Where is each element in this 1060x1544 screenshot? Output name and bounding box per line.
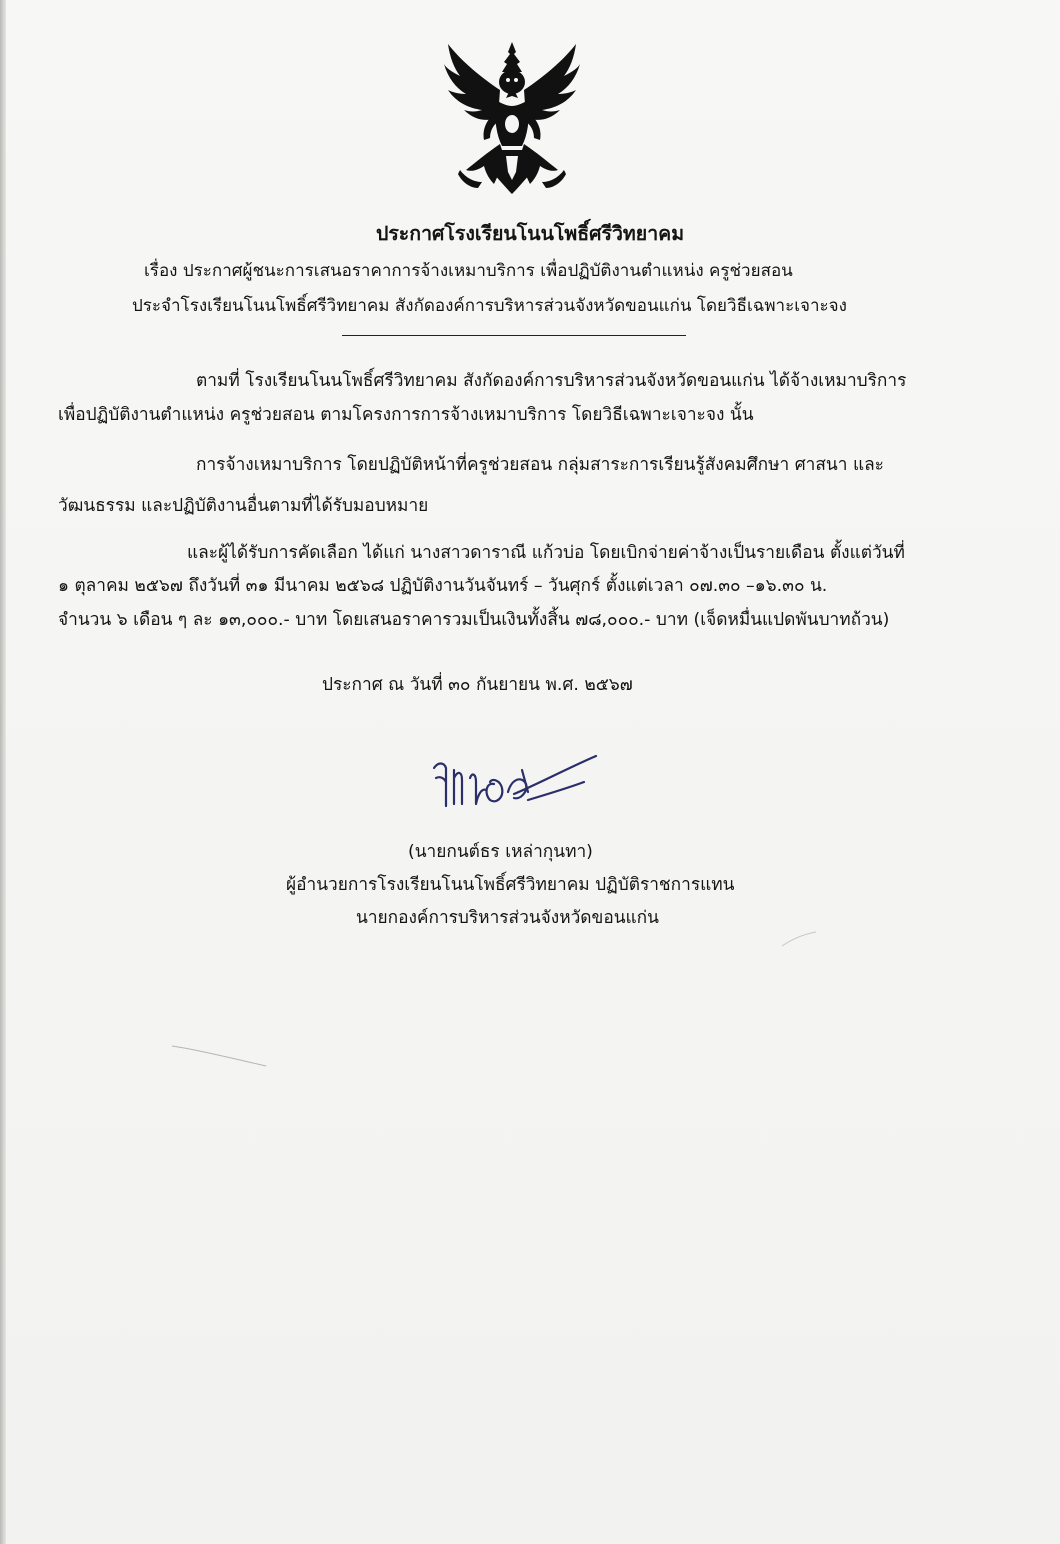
paragraph-2-line-1: การจ้างเหมาบริการ โดยปฏิบัติหน้าที่ครูช่วยสอน กลุ่มสาระการเรียนรู้สังคมศึกษา ศาสนา และ (196, 455, 884, 475)
paragraph-3-line-2: ๑ ตุลาคม ๒๕๖๗ ถึงวันที่ ๓๑ มีนาคม ๒๕๖๘ ปฏิบัติงานวันจันทร์ – วันศุกร์ ตั้งแต่เวลา ๐๗.๓๐ –๑๖.๓๐ น. (58, 576, 828, 596)
garuda-emblem-icon (442, 38, 582, 196)
announcement-date: ประกาศ ณ วันที่ ๓๐ กันยายน พ.ศ. ๒๕๖๗ (322, 675, 633, 695)
signatory-title-line-1: ผู้อำนวยการโรงเรียนโนนโพธิ์ศรีวิทยาคม ปฏิบัติราชการแทน (286, 875, 735, 895)
subject-line-1: เรื่อง ประกาศผู้ชนะการเสนอราคาการจ้างเหมาบริการ เพื่อปฏิบัติงานตำแหน่ง ครูช่วยสอน (144, 261, 793, 281)
paper-scuff-mark (780, 930, 820, 950)
paragraph-3-line-1: และผู้ได้รับการคัดเลือก ได้แก่ นางสาวดาราณี แก้วบ่อ โดยเบิกจ่ายค่าจ้างเป็นรายเดือน ตั้งแต่วันที่ (187, 543, 905, 563)
subject-line-2: ประจำโรงเรียนโนนโพธิ์ศรีวิทยาคม สังกัดองค์การบริหารส่วนจังหวัดขอนแก่น โดยวิธีเฉพาะเจาะจง (132, 296, 847, 316)
paragraph-1-line-1: ตามที่ โรงเรียนโนนโพธิ์ศรีวิทยาคม สังกัดองค์การบริหารส่วนจังหวัดขอนแก่น ได้จ้างเหมาบริการ (196, 371, 907, 391)
signatory-name: (นายกนต์ธร เหล่ากุนทา) (408, 842, 593, 862)
paragraph-2-line-2: วัฒนธรรม และปฏิบัติงานอื่นตามที่ได้รับมอบหมาย (58, 496, 429, 516)
paragraph-1-line-2: เพื่อปฏิบัติงานตำแหน่ง ครูช่วยสอน ตามโครงการการจ้างเหมาบริการ โดยวิธีเฉพาะเจาะจง นั้น (58, 405, 754, 425)
handwritten-signature (428, 748, 600, 818)
paragraph-3-line-3: จำนวน ๖ เดือน ๆ ละ ๑๓,๐๐๐.- บาท โดยเสนอราคารวมเป็นเงินทั้งสิ้น ๗๘,๐๐๐.- บาท (เจ็ดหมื่นแปดพันบาทถ้วน) (58, 610, 890, 630)
signatory-title-line-2: นายกองค์การบริหารส่วนจังหวัดขอนแก่น (356, 908, 659, 928)
header-divider (342, 335, 686, 336)
announcement-title: ประกาศโรงเรียนโนนโพธิ์ศรีวิทยาคม (375, 222, 685, 245)
paper-scuff-mark (170, 1040, 270, 1070)
